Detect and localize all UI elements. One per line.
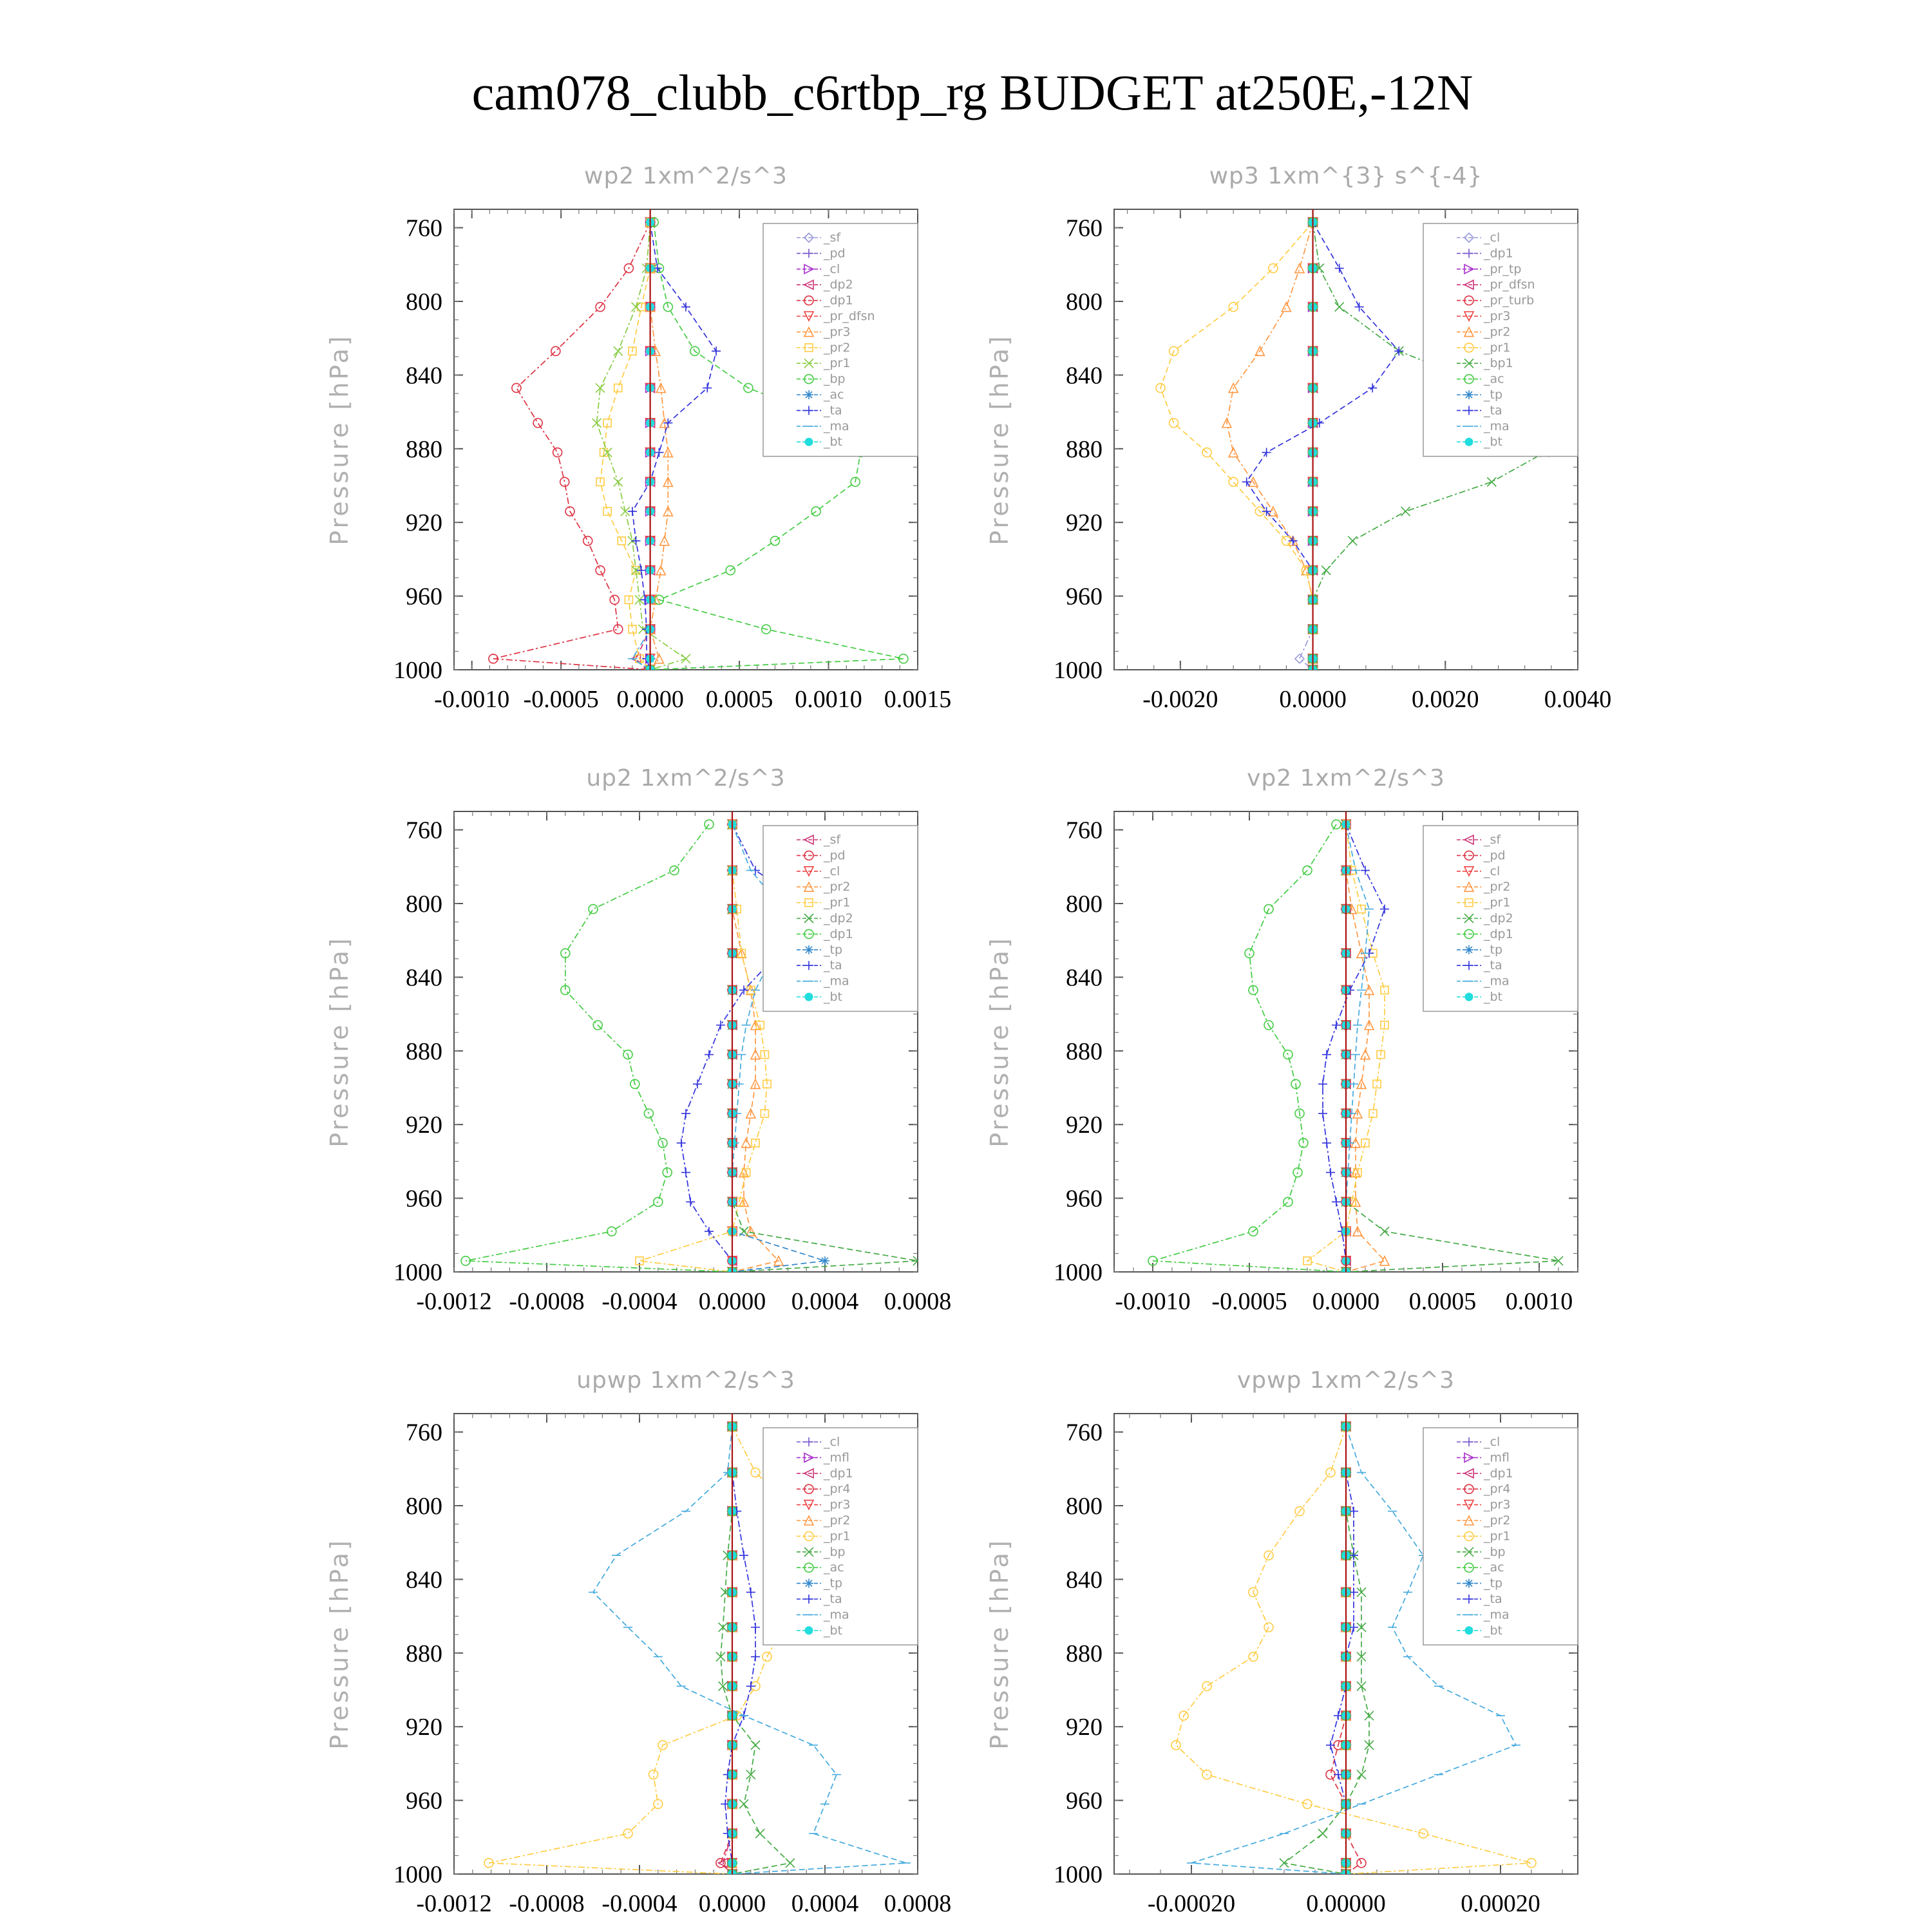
legend-label: _cl (824, 261, 840, 276)
legend-label: _pr1 (1484, 895, 1511, 910)
legend-label: _pr2 (1484, 1513, 1511, 1528)
x-tick-label: 0.0010 (795, 686, 862, 713)
x-tick-label: 0.00000 (1306, 1890, 1386, 1917)
x-tick-label: 0.0004 (791, 1890, 859, 1917)
legend-label: _pr_turb (1484, 293, 1535, 308)
legend-label: _bt (824, 435, 843, 450)
legend-label: _sf (824, 231, 841, 245)
y-axis-label: Pressure [hPa] (985, 334, 1014, 545)
legend-label: _tp (824, 1576, 843, 1591)
panel-title: wp2 1xm^2/s^3 (584, 163, 788, 189)
legend-label: _dp1 (824, 927, 853, 942)
x-tick-label: -0.0008 (509, 1890, 585, 1917)
y-tick-label: 800 (1066, 289, 1103, 316)
legend-label: _bp1 (1484, 356, 1513, 371)
y-tick-label: 1000 (393, 657, 442, 684)
y-axis-label: Pressure [hPa] (325, 936, 354, 1148)
legend-label: _sf (824, 833, 841, 847)
y-tick-label: 800 (406, 1493, 442, 1520)
y-tick-label: 960 (406, 1787, 442, 1815)
legend-label: _bt (1484, 435, 1503, 450)
legend-label: _bp (1484, 1544, 1506, 1559)
x-tick-label: -0.0005 (523, 686, 599, 713)
legend-label: _dp2 (824, 911, 853, 925)
data-point (820, 1256, 829, 1265)
x-tick-label: -0.0008 (509, 1288, 585, 1315)
legend-label: _ta (824, 958, 842, 973)
y-tick-label: 800 (1066, 891, 1103, 918)
legend-label: _ma (824, 419, 849, 433)
x-tick-label: 0.0040 (1544, 686, 1612, 713)
y-tick-label: 960 (406, 583, 442, 611)
legend-label: _ac (1484, 372, 1504, 386)
legend-label: _pr1 (824, 1529, 851, 1544)
legend-label: _pr1 (824, 895, 851, 910)
x-tick-label: -0.0004 (601, 1288, 677, 1315)
legend (763, 223, 918, 457)
x-tick-label: -0.0010 (434, 686, 510, 713)
legend-marker (805, 1627, 813, 1634)
legend-label: _pr1 (824, 356, 851, 371)
x-tick-label: 0.0000 (616, 686, 684, 713)
y-tick-label: 880 (406, 435, 442, 463)
x-tick-label: 0.0015 (884, 686, 952, 713)
x-tick-label: -0.0020 (1142, 686, 1218, 713)
legend-label: _pr_dfsn (824, 309, 875, 323)
y-tick-label: 840 (406, 1566, 442, 1594)
legend-label: _pd (1484, 848, 1506, 863)
legend-label: _cl (1484, 864, 1501, 878)
y-axis-label: Pressure [hPa] (325, 334, 354, 545)
legend-label: _dp1 (824, 1466, 853, 1481)
y-tick-label: 920 (1066, 509, 1103, 537)
legend-label: _ta (1484, 403, 1502, 418)
legend (763, 826, 918, 1011)
legend-label: _ta (1484, 1592, 1502, 1606)
y-axis-label: Pressure [hPa] (985, 1538, 1014, 1750)
legend-label: _dp1 (1484, 927, 1513, 942)
y-tick-label: 880 (406, 1037, 442, 1065)
y-tick-label: 960 (1066, 1185, 1103, 1213)
legend-label: _ma (824, 974, 849, 989)
legend-marker (1464, 390, 1473, 399)
y-tick-label: 920 (406, 1112, 442, 1139)
legend-label: _pr3 (824, 325, 851, 339)
x-tick-label: -0.0012 (416, 1890, 492, 1917)
y-tick-label: 840 (406, 964, 442, 992)
legend-label: _pd (824, 848, 846, 863)
legend-label: _tp (1484, 388, 1503, 402)
legend-label: _pr_dfsn (1484, 278, 1535, 292)
x-tick-label: 0.0005 (705, 686, 773, 713)
legend-label: _dp1 (824, 293, 853, 308)
y-tick-label: 1000 (393, 1259, 442, 1286)
legend-label: _pr3 (1484, 1497, 1511, 1512)
legend-label: _pr4 (1484, 1482, 1511, 1497)
legend-label: _pr1 (1484, 340, 1511, 355)
legend-marker (1465, 1627, 1473, 1634)
x-tick-label: -0.0004 (601, 1890, 677, 1917)
y-tick-label: 760 (1066, 1419, 1103, 1446)
x-tick-label: 0.0020 (1412, 686, 1479, 713)
y-tick-label: 1000 (1054, 1861, 1103, 1888)
legend-marker (804, 390, 813, 399)
legend-label: _ac (824, 388, 844, 402)
legend-marker (804, 1579, 813, 1588)
panel-title: upwp 1xm^2/s^3 (576, 1367, 795, 1394)
legend-label: _mfl (824, 1450, 849, 1465)
legend-label: _bp (824, 1544, 846, 1559)
y-tick-label: 960 (1066, 1787, 1103, 1815)
x-tick-label: -0.0012 (416, 1288, 492, 1315)
y-tick-label: 880 (1066, 435, 1103, 463)
legend-label: _tp (1484, 942, 1503, 957)
legend-label: _tp (824, 942, 843, 957)
legend-label: _dp2 (1484, 911, 1513, 925)
x-tick-label: 0.00020 (1461, 1890, 1540, 1917)
legend-label: _pr3 (824, 1497, 851, 1512)
y-tick-label: 920 (406, 509, 442, 537)
legend-marker (804, 945, 813, 954)
x-tick-label: 0.0010 (1505, 1288, 1573, 1315)
y-tick-label: 880 (1066, 1640, 1103, 1667)
panel-title: up2 1xm^2/s^3 (586, 765, 786, 791)
legend-label: _ac (1484, 1560, 1504, 1575)
legend-label: _bp (824, 372, 846, 386)
legend-label: _ma (1484, 1607, 1510, 1622)
y-tick-label: 840 (406, 362, 442, 390)
y-tick-label: 840 (1066, 964, 1103, 992)
y-tick-label: 920 (1066, 1714, 1103, 1741)
legend-label: _mfl (1484, 1450, 1510, 1465)
legend-label: _pr2 (824, 340, 851, 355)
y-tick-label: 960 (1066, 583, 1103, 611)
legend-label: _bt (824, 1623, 843, 1638)
legend-label: _pr2 (1484, 325, 1511, 339)
legend-label: _ac (824, 1560, 844, 1575)
x-tick-label: -0.0005 (1211, 1288, 1287, 1315)
y-tick-label: 760 (406, 817, 442, 844)
panel-title: wp3 1xm^{3} s^{-4} (1209, 163, 1483, 189)
legend-marker (1464, 945, 1473, 954)
y-tick-label: 760 (1066, 214, 1103, 242)
x-tick-label: 0.0000 (698, 1288, 766, 1315)
legend-label: _ma (824, 1607, 849, 1622)
y-tick-label: 1000 (393, 1861, 442, 1888)
x-tick-label: 0.0008 (884, 1288, 952, 1315)
y-axis-label: Pressure [hPa] (325, 1538, 354, 1750)
legend-label: _dp1 (1484, 246, 1513, 261)
legend-label: _ta (1484, 958, 1502, 973)
legend-marker (1465, 438, 1473, 446)
legend-label: _cl (1484, 231, 1501, 245)
y-tick-label: 800 (406, 289, 442, 316)
y-axis-label: Pressure [hPa] (985, 936, 1014, 1148)
legend-label: _pr2 (1484, 880, 1511, 895)
y-tick-label: 760 (406, 214, 442, 242)
legend (1423, 826, 1578, 1011)
legend-label: _pd (824, 246, 846, 261)
y-tick-label: 880 (406, 1640, 442, 1667)
legend-label: _ma (1484, 974, 1510, 989)
legend-label: _bt (1484, 990, 1503, 1004)
legend-label: _tp (1484, 1576, 1503, 1591)
legend-label: _pr4 (824, 1482, 851, 1497)
figure-title: cam078_clubb_c6rtbp_rg BUDGET at250E,-12N (471, 64, 1473, 120)
legend-label: _ta (824, 403, 842, 418)
y-tick-label: 840 (1066, 1566, 1103, 1594)
y-tick-label: 760 (406, 1419, 442, 1446)
legend-label: _pr2 (824, 880, 851, 895)
legend-label: _ma (1484, 419, 1510, 433)
legend-label: _cl (824, 1435, 840, 1449)
legend-marker (1464, 1579, 1473, 1588)
legend (763, 1428, 918, 1645)
legend-label: _ta (824, 1592, 842, 1606)
legend-label: _cl (1484, 1435, 1501, 1449)
legend-label: _dp1 (1484, 1466, 1513, 1481)
legend-label: _pr1 (1484, 1529, 1511, 1544)
y-tick-label: 880 (1066, 1037, 1103, 1065)
y-tick-label: 800 (406, 891, 442, 918)
x-tick-label: -0.00020 (1147, 1890, 1236, 1917)
x-tick-label: 0.0000 (1312, 1288, 1380, 1315)
panel-title: vp2 1xm^2/s^3 (1247, 765, 1445, 791)
legend-label: _dp2 (824, 278, 853, 292)
legend (1423, 223, 1578, 457)
x-tick-label: -0.0010 (1115, 1288, 1191, 1315)
y-tick-label: 800 (1066, 1493, 1103, 1520)
y-tick-label: 920 (1066, 1112, 1103, 1139)
y-tick-label: 840 (1066, 362, 1103, 390)
y-tick-label: 760 (1066, 817, 1103, 844)
legend-label: _bt (1484, 1623, 1503, 1638)
panel-title: vpwp 1xm^2/s^3 (1236, 1367, 1455, 1394)
x-tick-label: 0.0008 (884, 1890, 952, 1917)
y-tick-label: 1000 (1054, 657, 1103, 684)
x-tick-label: 0.0004 (791, 1288, 859, 1315)
y-tick-label: 960 (406, 1185, 442, 1213)
legend-marker (1465, 993, 1473, 1001)
y-tick-label: 1000 (1054, 1259, 1103, 1286)
y-tick-label: 920 (406, 1714, 442, 1741)
legend-label: _pr_tp (1484, 261, 1522, 276)
legend-label: _cl (824, 864, 840, 878)
legend-marker (805, 438, 813, 446)
legend-label: _pr2 (824, 1513, 851, 1528)
legend-label: _pr3 (1484, 309, 1511, 323)
x-tick-label: 0.0005 (1408, 1288, 1477, 1315)
legend (1423, 1428, 1578, 1645)
x-tick-label: 0.0000 (698, 1890, 766, 1917)
legend-label: _bt (824, 990, 843, 1004)
legend-label: _sf (1484, 833, 1501, 847)
legend-marker (805, 993, 813, 1001)
x-tick-label: 0.0000 (1279, 686, 1347, 713)
